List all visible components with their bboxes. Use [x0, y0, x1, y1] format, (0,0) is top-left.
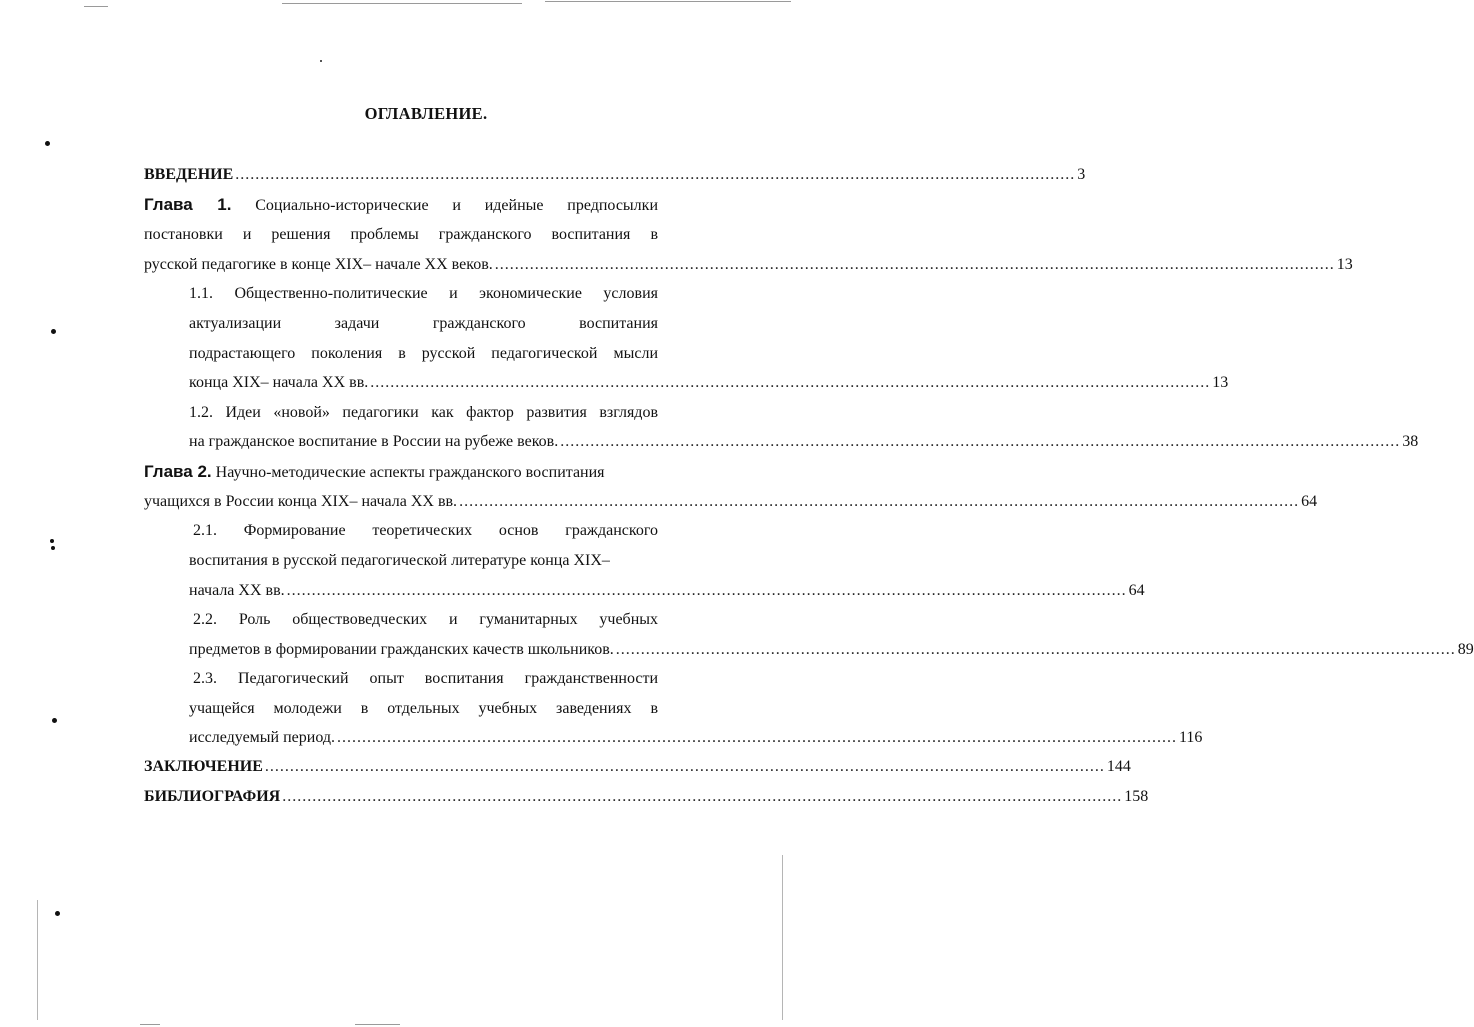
scan-artifact — [140, 1024, 160, 1025]
toc-section-2-1-line-3 — [189, 581, 1145, 600]
section-title-line: воспитания в русской педагогической литературе конца XIX– — [189, 552, 610, 569]
toc-section-1-1-line-2 — [189, 314, 658, 333]
toc-section-2-1-line-2 — [189, 551, 659, 570]
toc-section-1-1-line-3 — [189, 344, 658, 363]
section-title-line: актуализации задачи гражданского воспитания — [189, 315, 658, 332]
dot-leader: ........................................................................................................................................................................ — [560, 433, 1401, 450]
toc-chapter-2-line-2 — [144, 492, 1318, 511]
chapter-title-line: Социально-исторические и идейные предпосылки — [255, 197, 658, 214]
page-title: ОГЛАВЛЕНИЕ. — [364, 104, 488, 123]
punch-mark — [45, 141, 50, 146]
dot-leader: ........................................................................................................................................................................ — [286, 582, 1127, 599]
dot-leader: ........................................................................................................................................................................ — [282, 788, 1123, 805]
toc-page-number: 3 — [1077, 166, 1086, 183]
toc-page-number: 64 — [1128, 582, 1145, 599]
chapter-label: Глава 2. — [144, 462, 212, 481]
toc-entry-bibliography — [144, 787, 1149, 806]
scan-edge — [37, 900, 38, 1020]
section-title-line: 2.2. Роль обществоведческих и гуманитарных учебных — [193, 611, 658, 628]
toc-page-number: 13 — [1212, 374, 1229, 391]
chapter-label: Глава 1. — [144, 195, 232, 214]
scan-speck — [320, 60, 322, 62]
section-title-line: предметов в формировании гражданских качеств школьников. — [189, 641, 614, 658]
chapter-title-line: русской педагогике в конце XIX– начале XX веков. — [144, 256, 493, 273]
toc-section-2-3-line-1 — [193, 669, 658, 688]
scan-artifact — [84, 6, 108, 7]
toc-page-number: 89 — [1457, 641, 1474, 658]
toc-entry-conclusion — [144, 757, 1131, 776]
section-title-line: конца XIX– начала XX вв. — [189, 374, 369, 391]
punch-mark — [52, 718, 57, 723]
toc-entry-intro — [144, 165, 1086, 184]
toc-section-1-2-line-2 — [189, 432, 1419, 451]
section-title-line: 2.1. Формирование теоретических основ гражданского — [193, 522, 658, 539]
toc-page-number: 158 — [1124, 788, 1149, 805]
toc-page-number: 64 — [1301, 493, 1318, 510]
section-title-line: 1.1. Общественно-политические и экономические условия — [189, 285, 658, 302]
toc-chapter-1-line-2 — [144, 225, 658, 244]
scan-artifact — [545, 1, 791, 2]
punch-mark — [51, 546, 55, 550]
toc-section-1-1-line-4 — [189, 373, 1229, 392]
chapter-title-line: учащихся в России конца XIX– начала XX вв. — [144, 493, 458, 510]
toc-section-2-2-line-2 — [189, 640, 1474, 659]
toc-section-1-2-line-1 — [189, 403, 658, 422]
scan-artifact — [355, 1024, 400, 1025]
punch-mark — [50, 539, 54, 543]
section-title-line: начала XX вв. — [189, 582, 285, 599]
dot-leader: ........................................................................................................................................................................ — [459, 493, 1300, 510]
dot-leader: ........................................................................................................................................................................ — [337, 729, 1178, 746]
chapter-title-line: Научно-методические аспекты гражданского воспитания — [215, 464, 605, 481]
dot-leader: ........................................................................................................................................................................ — [235, 166, 1076, 183]
toc-page-number: 144 — [1106, 758, 1131, 775]
dot-leader: ........................................................................................................................................................................ — [370, 374, 1211, 391]
dot-leader: ........................................................................................................................................................................ — [615, 641, 1456, 658]
section-title-line: подрастающего поколения в русской педагогической мысли — [189, 345, 658, 362]
toc-page-number: 116 — [1179, 729, 1203, 746]
toc-entry-title: БИБЛИОГРАФИЯ — [144, 788, 281, 805]
punch-mark — [51, 329, 56, 334]
toc-section-2-2-line-1 — [193, 610, 658, 629]
toc-section-1-1-line-1 — [189, 284, 658, 303]
toc-section-2-1-line-1 — [193, 521, 658, 540]
scan-edge — [782, 855, 783, 1020]
dot-leader: ........................................................................................................................................................................ — [494, 256, 1335, 273]
section-title-line: 2.3. Педагогический опыт воспитания гражданственности — [193, 670, 658, 687]
toc-section-2-3-line-3 — [189, 728, 1203, 747]
toc-chapter-1-line-1 — [144, 195, 658, 215]
toc-entry-title: ВВЕДЕНИЕ — [144, 166, 234, 183]
chapter-title-line: постановки и решения проблемы гражданского воспитания в — [144, 226, 658, 243]
punch-mark — [55, 911, 60, 916]
toc-page-number: 38 — [1402, 433, 1419, 450]
section-title-line: исследуемый период. — [189, 729, 336, 746]
toc-page-number: 13 — [1336, 256, 1353, 273]
section-title-line: 1.2. Идеи «новой» педагогики как фактор развития взглядов — [189, 404, 658, 421]
toc-section-2-3-line-2 — [189, 699, 658, 718]
section-title-line: на гражданское воспитание в России на рубеже веков. — [189, 433, 559, 450]
toc-entry-title: ЗАКЛЮЧЕНИЕ — [144, 758, 263, 775]
scan-artifact — [282, 3, 522, 4]
dot-leader: ........................................................................................................................................................................ — [264, 758, 1105, 775]
toc-chapter-2-line-1 — [144, 462, 658, 482]
section-title-line: учащейся молодежи в отдельных учебных заведениях в — [189, 700, 658, 717]
toc-chapter-1-line-3 — [144, 255, 1353, 274]
